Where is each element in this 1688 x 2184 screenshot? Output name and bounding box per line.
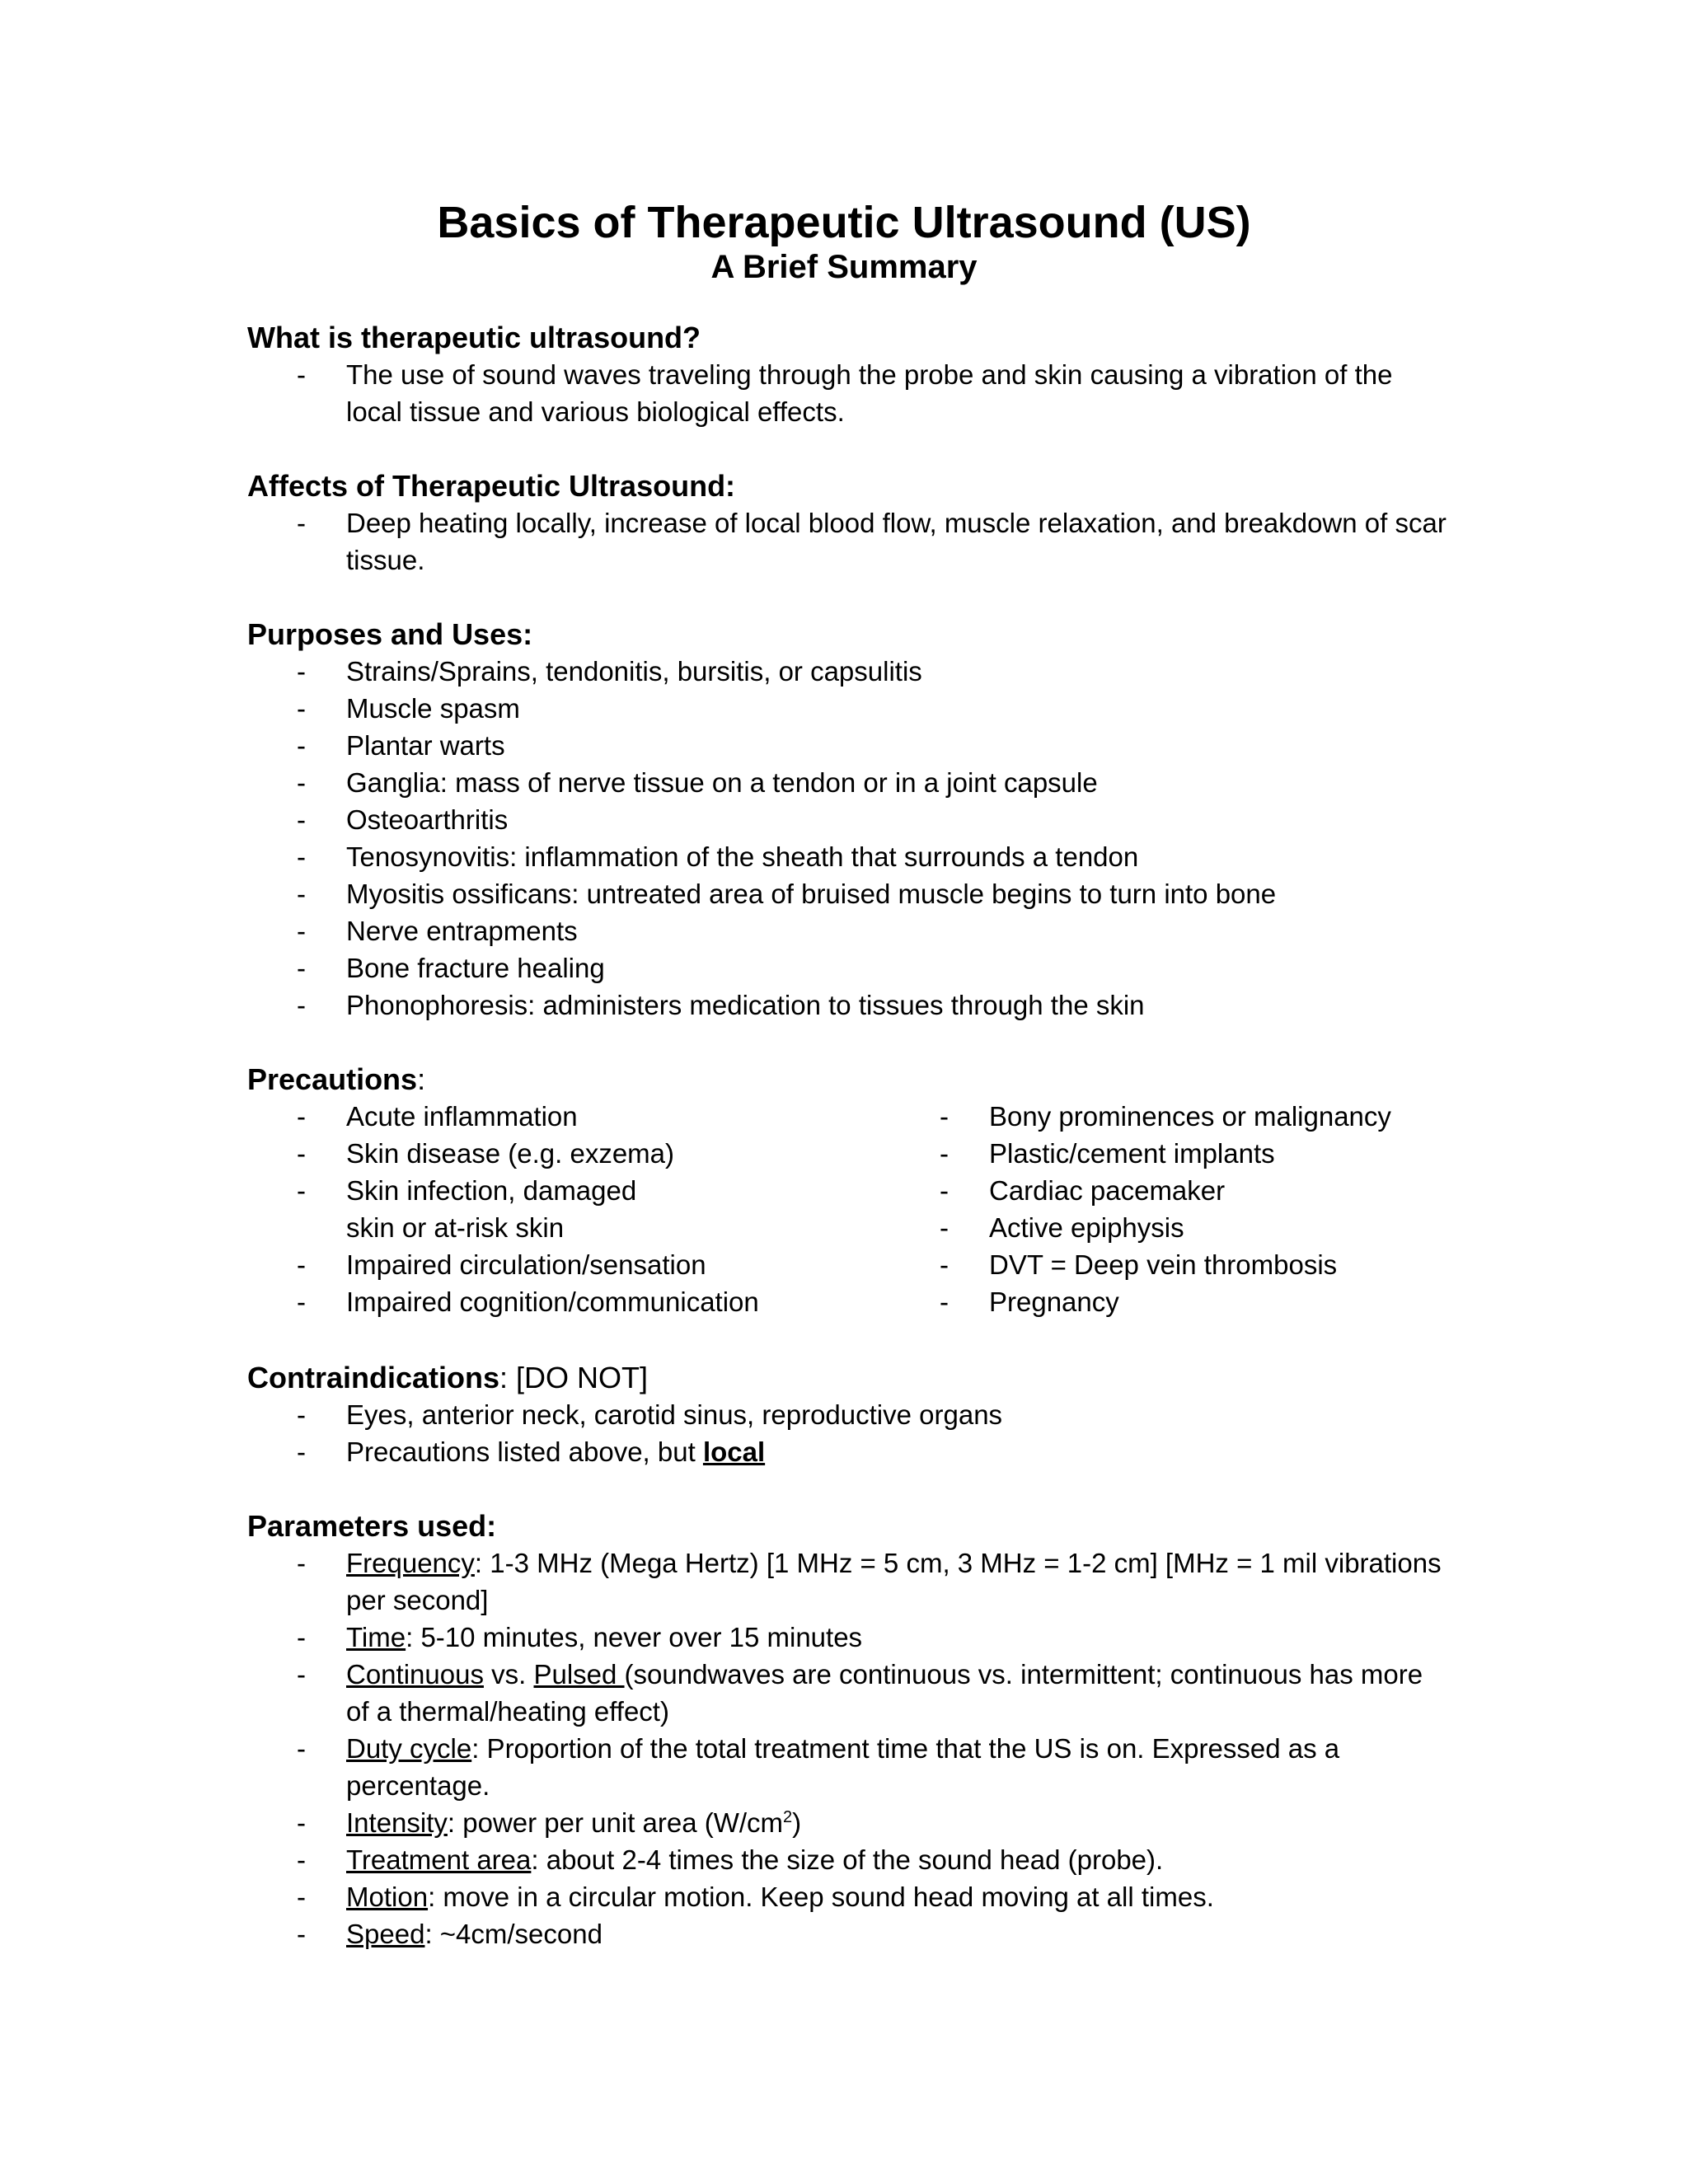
list-item: - Treatment area: about 2-4 times the size of the sound head (probe). bbox=[247, 1841, 1451, 1878]
section-heading: Purposes and Uses: bbox=[247, 617, 533, 651]
section-purposes bbox=[247, 616, 1451, 1024]
list-item: - Motion: move in a circular motion. Keep sound head moving at all times. bbox=[247, 1878, 1451, 1915]
bullet-list bbox=[247, 356, 1451, 430]
list-item: - Time: 5-10 minutes, never over 15 minutes bbox=[247, 1619, 1451, 1656]
list-item: - Myositis ossificans: untreated area of bruised muscle begins to turn into bone bbox=[247, 875, 1451, 912]
list-item: - Duty cycle: Proportion of the total treatment time that the US is on. Expressed as a percentage. bbox=[247, 1730, 1451, 1804]
list-item: - Continuous vs. Pulsed (soundwaves are continuous vs. intermittent; continuous has more of a thermal/heating effect) bbox=[247, 1656, 1451, 1730]
section-heading: Parameters used: bbox=[247, 1509, 497, 1543]
list-item: - Impaired cognition/communication bbox=[247, 1283, 808, 1320]
list-item: - Nerve entrapments bbox=[247, 912, 1451, 949]
document-subtitle: A Brief Summary bbox=[710, 249, 978, 285]
list-item: - Ganglia: mass of nerve tissue on a tendon or in a joint capsule bbox=[247, 764, 1451, 801]
precautions-left-column bbox=[247, 1098, 808, 1320]
section-parameters bbox=[247, 1508, 1451, 1952]
list-item: - Precautions listed above, but local bbox=[247, 1433, 1451, 1470]
list-item: - Strains/Sprains, tendonitis, bursitis, or capsulitis bbox=[247, 653, 1451, 690]
list-item: - Impaired circulation/sensation bbox=[247, 1246, 808, 1283]
list-item: - Plastic/cement implants bbox=[890, 1135, 1451, 1172]
list-item: - Phonophoresis: administers medication to tissues through the skin bbox=[247, 987, 1451, 1024]
list-item: - Muscle spasm bbox=[247, 690, 1451, 727]
list-item: - Deep heating locally, increase of local blood flow, muscle relaxation, and breakdown of scar tissue. bbox=[247, 504, 1451, 579]
list-item: - Active epiphysis bbox=[890, 1209, 1451, 1246]
section-what-is bbox=[247, 320, 1451, 430]
precautions-right-column bbox=[890, 1098, 1451, 1320]
bullet-list bbox=[247, 1098, 808, 1320]
list-item: - Intensity: power per unit area $(W/cm^2)$ bbox=[247, 1804, 1451, 1841]
list-item: - Eyes, anterior neck, carotid sinus, reproductive organs bbox=[247, 1396, 1451, 1433]
list-item: - Frequency: 1-3 MHz (Mega Hertz) [1 MHz = 5 cm, 3 MHz = 1-2 cm] [MHz = 1 mil vibrations per second] bbox=[247, 1544, 1451, 1619]
list-item: - Bony prominences or malignancy bbox=[890, 1098, 1451, 1135]
list-item: - Acute inflammation bbox=[247, 1098, 808, 1135]
list-item: - Bone fracture healing bbox=[247, 949, 1451, 987]
bullet-list bbox=[247, 1544, 1451, 1952]
list-item: - Speed: ~4cm/second bbox=[247, 1915, 1451, 1952]
list-item: - Skin infection, damaged skin or at-risk skin bbox=[247, 1172, 808, 1246]
bullet-list bbox=[890, 1098, 1451, 1320]
bullet-list bbox=[247, 504, 1451, 579]
section-heading: Contraindications: [DO NOT] bbox=[247, 1361, 649, 1394]
list-item: - Plantar warts bbox=[247, 727, 1451, 764]
list-item: - Pregnancy bbox=[890, 1283, 1451, 1320]
section-affects bbox=[247, 468, 1451, 579]
list-item: - Tenosynovitis: inflammation of the sheath that surrounds a tendon bbox=[247, 838, 1451, 875]
section-precautions bbox=[247, 1062, 1451, 1342]
bullet-list bbox=[247, 1396, 1451, 1470]
section-heading: Precautions: bbox=[247, 1062, 426, 1096]
document-title: Basics of Therapeutic Ultrasound (US) bbox=[437, 198, 1251, 247]
section-heading: What is therapeutic ultrasound? bbox=[247, 321, 701, 354]
list-item: - Osteoarthritis bbox=[247, 801, 1451, 838]
list-item: - DVT = Deep vein thrombosis bbox=[890, 1246, 1451, 1283]
section-contraindications bbox=[247, 1360, 1451, 1470]
bullet-list bbox=[247, 653, 1451, 1024]
list-item: - Cardiac pacemaker bbox=[890, 1172, 1451, 1209]
section-heading: Affects of Therapeutic Ultrasound: bbox=[247, 469, 736, 503]
list-item: - The use of sound waves traveling through the probe and skin causing a vibration of the local tissue and various biological effects. bbox=[247, 356, 1451, 430]
list-item: - Skin disease (e.g. exzema) bbox=[247, 1135, 808, 1172]
